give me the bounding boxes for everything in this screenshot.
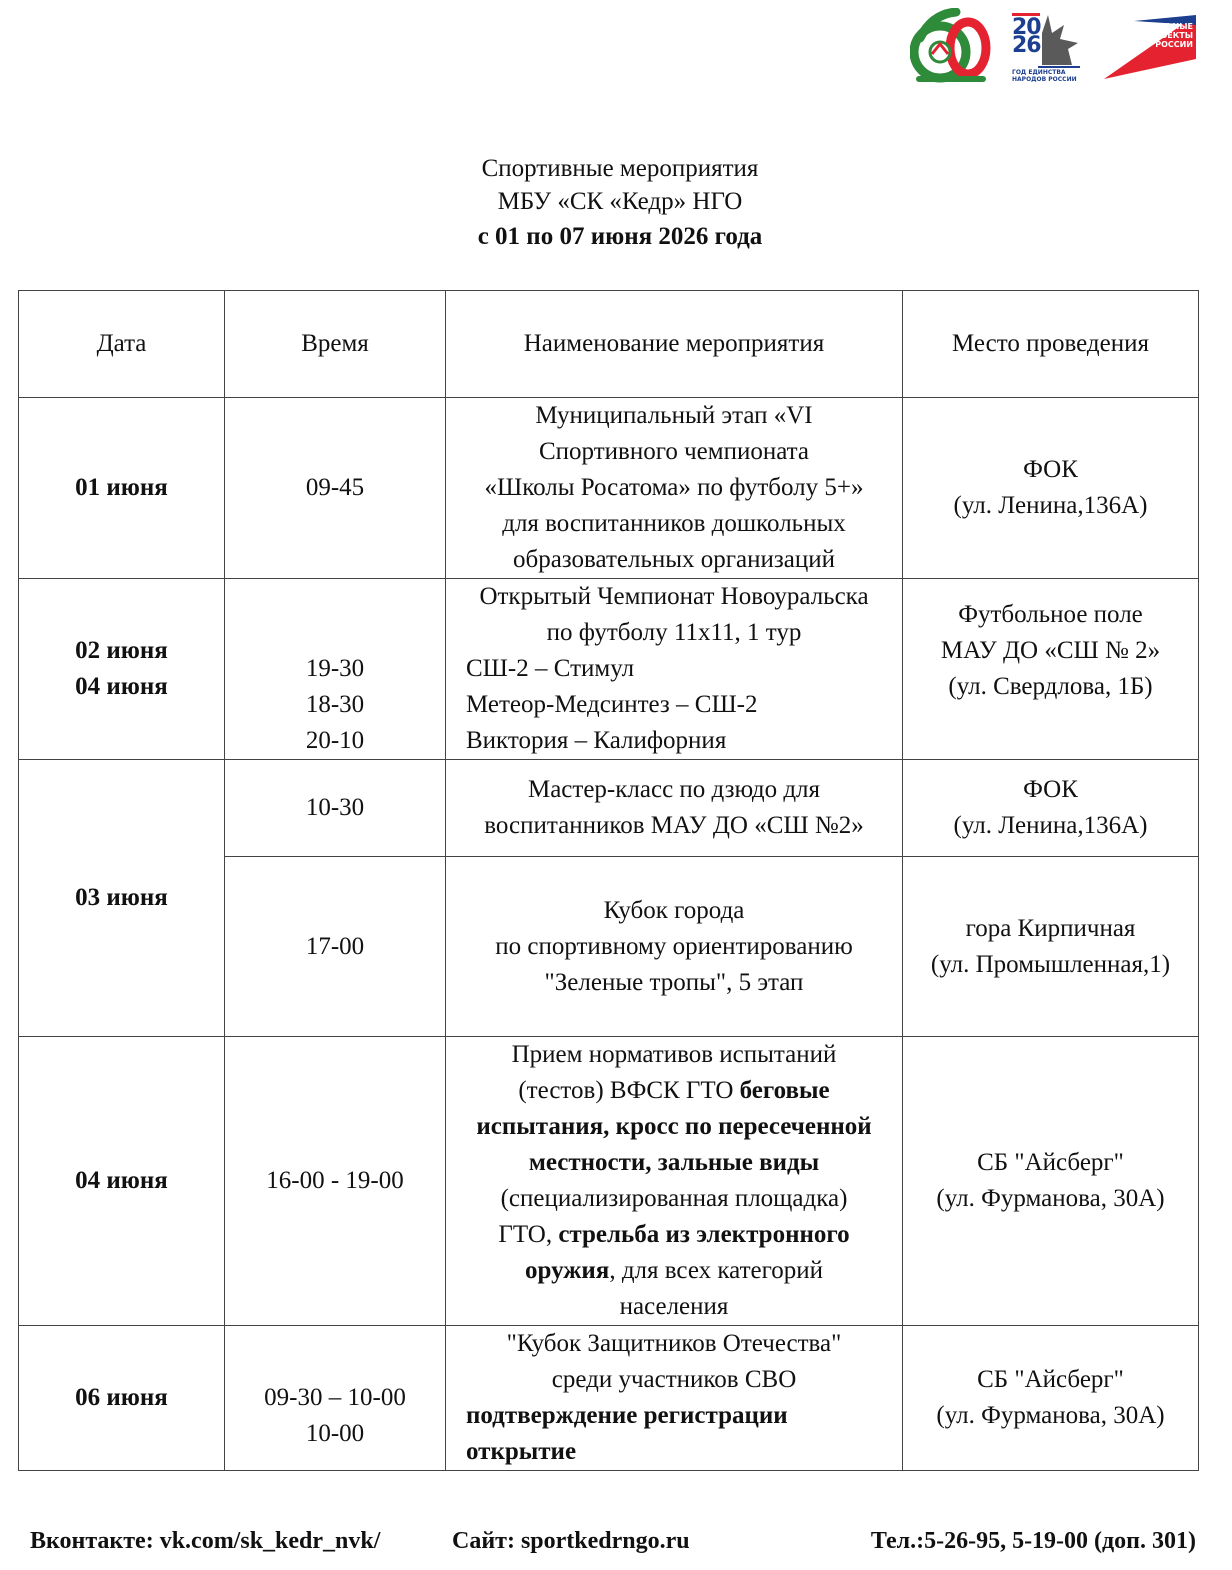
place-cell	[903, 398, 1199, 579]
event-line	[454, 1073, 894, 1109]
table-row	[19, 579, 1199, 760]
logo-bar	[910, 8, 1196, 84]
place-line: ФОК	[1023, 776, 1078, 803]
time-line: 20-10	[305, 727, 365, 754]
event-line	[454, 1253, 894, 1289]
date-line: 02 июня	[75, 637, 168, 664]
place-line: (ул. Фурманова, 30А)	[936, 1185, 1165, 1212]
place-line: (ул. Промышленная,1)	[930, 950, 1171, 978]
event-line: воспитанников МАУ ДО «СШ №2»	[484, 812, 864, 839]
event-line: испытания, кросс по пересеченной	[476, 1113, 872, 1140]
place-cell	[903, 857, 1199, 1037]
table-row	[19, 1037, 1199, 1326]
event-cell	[446, 857, 903, 1037]
year-top-text: 20	[1012, 15, 1041, 40]
np-line3: РОССИИ	[1155, 40, 1193, 49]
event-line-bold: открытие	[466, 1438, 577, 1465]
event-line: местности, зальные виды	[528, 1149, 820, 1176]
event-line: Спортивного чемпионата	[539, 438, 809, 465]
event-line: (специализированная площадка)	[500, 1185, 848, 1212]
footer-site-link[interactable]: Сайт: sportkedrngo.ru	[452, 1528, 690, 1554]
event-text: (тестов) ВФСК ГТО	[518, 1077, 740, 1104]
event-text: ГТО,	[498, 1221, 559, 1248]
footer-vk-link[interactable]: Вконтакте: vk.com/sk_kedr_nvk/	[30, 1528, 381, 1554]
match-line: Метеор-Медсинтез – СШ-2	[466, 691, 758, 718]
date-cell: 01 июня	[19, 398, 225, 579]
event-line: "Зеленые тропы", 5 этап	[544, 968, 804, 996]
event-line: Прием нормативов испытаний	[511, 1041, 837, 1068]
title-dates: с 01 по 07 июня 2026 года	[477, 223, 763, 250]
event-line: среди участников СВО	[551, 1366, 797, 1393]
place-line: СБ "Айсберг"	[977, 1366, 1124, 1393]
events-table	[18, 290, 1199, 1471]
event-line: Муниципальный этап «VI	[535, 402, 813, 429]
event-text-bold: стрельба из электронного	[558, 1221, 850, 1248]
anniversary-60-logo	[910, 8, 992, 84]
time-cell: 17-00	[225, 857, 446, 1037]
time-line: 10-00	[305, 1420, 365, 1447]
time-cell: 10-30	[225, 760, 446, 857]
time-cell	[225, 579, 446, 760]
col-header-time: Время	[225, 291, 446, 398]
place-cell	[903, 1037, 1199, 1326]
date-cell	[19, 579, 225, 760]
event-line: Кубок города	[603, 896, 745, 924]
event-cell	[446, 1326, 903, 1471]
document-title	[0, 152, 1232, 253]
table-row	[19, 398, 1199, 579]
year-bottom-text: 26	[1012, 33, 1041, 58]
event-text-bold: оружия	[525, 1257, 610, 1284]
event-cell	[446, 760, 903, 857]
match-line: Виктория – Калифорния	[466, 727, 727, 754]
time-line: 18-30	[305, 691, 365, 718]
event-line: Мастер-класс по дзюдо для	[527, 776, 821, 803]
time-line: 19-30	[305, 655, 365, 682]
place-cell	[903, 760, 1199, 857]
place-line: (ул. Ленина,136А)	[953, 812, 1148, 839]
time-cell: 09-45	[225, 398, 446, 579]
event-cell	[446, 579, 903, 760]
col-header-date: Дата	[19, 291, 225, 398]
event-line: "Кубок Защитников Отечества"	[506, 1330, 842, 1357]
event-cell	[446, 398, 903, 579]
event-line: для воспитанников дошкольных	[502, 510, 846, 537]
event-line-bold: подтверждение регистрации	[466, 1402, 788, 1429]
place-line: гора Кирпичная	[965, 914, 1136, 942]
event-line: Открытый Чемпионат Новоуральска	[479, 583, 869, 610]
event-line: образовательных организаций	[512, 546, 835, 573]
table-header-row	[19, 291, 1199, 398]
event-line: по футболу 11х11, 1 тур	[546, 619, 802, 646]
col-header-place: Место проведения	[903, 291, 1199, 398]
event-cell	[446, 1037, 903, 1326]
place-line: МАУ ДО «СШ № 2»	[940, 637, 1161, 664]
national-projects-logo	[1104, 11, 1196, 81]
place-line: Футбольное поле	[958, 601, 1143, 628]
match-line: СШ-2 – Стимул	[466, 655, 635, 682]
place-line: (ул. Свердлова, 1Б)	[948, 673, 1153, 700]
np-line1: НАЦИОНАЛЬНЫЕ	[1113, 22, 1193, 31]
place-line: ФОК	[1023, 456, 1078, 483]
np-line2: ПРОЕКТЫ	[1147, 31, 1193, 40]
year-caption: ГОД ЕДИНСТВА НАРОДОВ РОССИИ	[1012, 69, 1077, 83]
event-line: «Школы Росатома» по футболу 5+»	[484, 474, 864, 501]
date-cell: 03 июня	[19, 760, 225, 1037]
footer-phone: Тел.:5-26-95, 5-19-00 (доп. 301)	[870, 1528, 1196, 1554]
place-line: (ул. Фурманова, 30А)	[936, 1402, 1165, 1429]
event-text: , для всех категорий	[609, 1257, 823, 1284]
time-cell	[225, 1326, 446, 1471]
date-cell: 04 июня	[19, 1037, 225, 1326]
time-cell: 16-00 - 19-00	[225, 1037, 446, 1326]
event-line: по спортивному ориентированию	[495, 932, 853, 960]
place-line: СБ "Айсберг"	[977, 1149, 1124, 1176]
event-line: населения	[619, 1293, 729, 1320]
event-text-bold: беговые	[739, 1077, 830, 1104]
title-line2: МБУ «СК «Кедр» НГО	[497, 188, 743, 215]
date-cell: 06 июня	[19, 1326, 225, 1471]
table-row	[19, 1326, 1199, 1471]
place-line: (ул. Ленина,136А)	[953, 492, 1148, 519]
date-line: 04 июня	[75, 673, 168, 700]
time-line: 09-30 – 10-00	[264, 1384, 406, 1411]
year-of-unity-logo	[1012, 9, 1084, 83]
place-cell	[903, 579, 1199, 760]
event-line	[454, 1217, 894, 1253]
title-line1: Спортивные мероприятия	[481, 155, 759, 182]
table-row	[19, 760, 1199, 857]
place-cell	[903, 1326, 1199, 1471]
col-header-event: Наименование мероприятия	[446, 291, 903, 398]
